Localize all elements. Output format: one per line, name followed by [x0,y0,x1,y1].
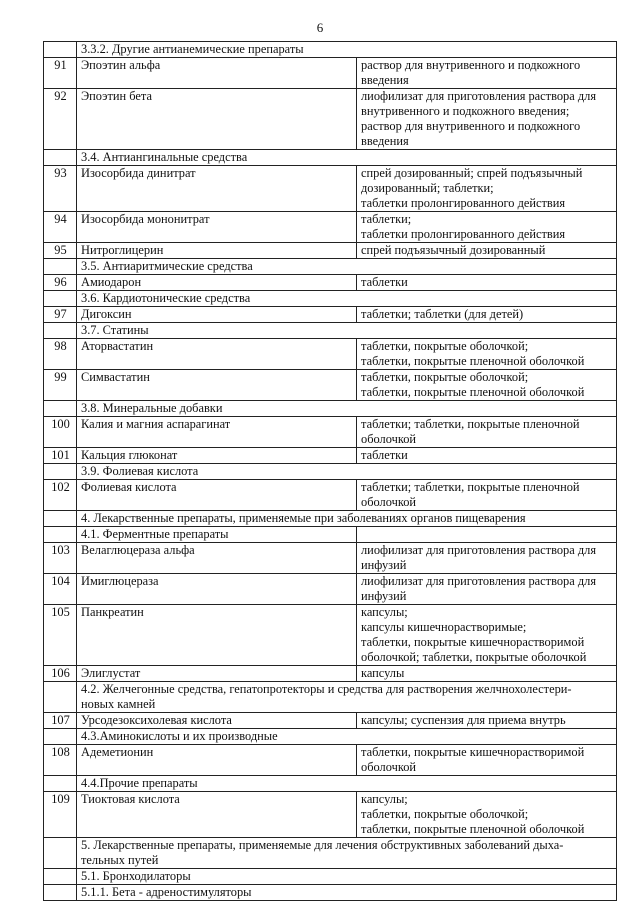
section-heading: 5.1. Бронходилаторы [77,869,617,885]
drug-name: Амиодарон [77,275,357,291]
dosage-form: таблетки, покрытые оболочкой; таблетки, покрытые пленочной оболочкой [357,339,617,370]
row-number: 106 [44,666,77,682]
row-number-empty [44,464,77,480]
table-row [44,480,617,511]
section-heading: 4.4.Прочие препараты [77,776,617,792]
table-row [44,745,617,776]
table-row [44,574,617,605]
row-number: 93 [44,166,77,212]
dosage-form: таблетки; таблетки пролонгированного действия [357,212,617,243]
drug-name: Изосорбида динитрат [77,166,357,212]
dosage-form: таблетки; таблетки, покрытые пленочной оболочкой [357,480,617,511]
row-number: 100 [44,417,77,448]
drug-name: Элиглустат [77,666,357,682]
section-row [44,42,617,58]
row-number-empty [44,838,77,869]
section-heading: 4.3.Аминокислоты и их производные [77,729,617,745]
row-number: 95 [44,243,77,259]
drug-name: Кальция глюконат [77,448,357,464]
dosage-form: капсулы [357,666,617,682]
table-row [44,605,617,666]
table-row [44,243,617,259]
dosage-form: таблетки [357,275,617,291]
table-row [44,339,617,370]
table-row [44,417,617,448]
section-heading: 5.1.1. Бета - адреностимуляторы [77,885,617,901]
drug-name: Эпоэтин бета [77,89,357,150]
section-row [44,150,617,166]
section-row [44,259,617,275]
section-heading: 3.7. Статины [77,323,617,339]
row-number: 104 [44,574,77,605]
row-number: 94 [44,212,77,243]
dosage-form: спрей дозированный; спрей подъязычный дозированный; таблетки; таблетки пролонгированного действия [357,166,617,212]
dosage-form: капсулы; капсулы кишечнорастворимые; таблетки, покрытые кишечнорастворимой оболочкой; таблетки, покрытые оболочкой [357,605,617,666]
dosage-form: таблетки; таблетки, покрытые пленочной оболочкой [357,417,617,448]
section-heading: 3.3.2. Другие антианемические препараты [77,42,617,58]
section-row [44,511,617,527]
drug-name: Нитроглицерин [77,243,357,259]
row-number-empty [44,259,77,275]
dosage-form: капсулы; суспензия для приема внутрь [357,713,617,729]
section-row [44,401,617,417]
row-number-empty [44,885,77,901]
section-heading: 3.6. Кардиотонические средства [77,291,617,307]
row-number: 99 [44,370,77,401]
dosage-form: таблетки; таблетки (для детей) [357,307,617,323]
table-row [44,89,617,150]
row-number: 91 [44,58,77,89]
section-row [44,885,617,901]
dosage-form: лиофилизат для приготовления раствора для внутривенного и подкожного введения; раствор для внутривенного и подкожного введения [357,89,617,150]
table-row [44,448,617,464]
drug-name: Симвастатин [77,370,357,401]
drug-name: Аторвастатин [77,339,357,370]
drug-name: Фолиевая кислота [77,480,357,511]
table-row [44,713,617,729]
drug-name: Дигоксин [77,307,357,323]
section-heading: 4.2. Желчегонные средства, гепатопротекторы и средства для растворения желчнохолестери- новых камней [77,682,617,713]
row-number-empty [44,729,77,745]
drug-name: Панкреатин [77,605,357,666]
dosage-form: таблетки, покрытые кишечнорастворимой оболочкой [357,745,617,776]
table-row [44,666,617,682]
section-heading: 3.8. Минеральные добавки [77,401,617,417]
drug-name: Велаглюцераза альфа [77,543,357,574]
row-number: 107 [44,713,77,729]
section-heading: 4. Лекарственные препараты, применяемые при заболеваниях органов пищеварения [77,511,617,527]
row-number-empty [44,291,77,307]
row-number-empty [44,682,77,713]
row-number-empty [44,323,77,339]
section-heading: 3.5. Антиаритмические средства [77,259,617,275]
section-row [44,682,617,713]
row-number: 101 [44,448,77,464]
dosage-form: капсулы; таблетки, покрытые оболочкой; таблетки, покрытые пленочной оболочкой [357,792,617,838]
section-row [44,464,617,480]
row-number-empty [44,401,77,417]
section-row [44,869,617,885]
row-number-empty [44,527,77,543]
drug-name: Изосорбида мононитрат [77,212,357,243]
row-number: 102 [44,480,77,511]
dosage-form: таблетки, покрытые оболочкой; таблетки, покрытые пленочной оболочкой [357,370,617,401]
drug-name: Тиоктовая кислота [77,792,357,838]
table-row [44,543,617,574]
row-number: 108 [44,745,77,776]
table-row [44,792,617,838]
dosage-form: таблетки [357,448,617,464]
drug-name: Имиглюцераза [77,574,357,605]
section-row [44,527,617,543]
dosage-form: лиофилизат для приготовления раствора для инфузий [357,574,617,605]
section-heading: 3.9. Фолиевая кислота [77,464,617,480]
dosage-form: спрей подъязычный дозированный [357,243,617,259]
row-number-empty [44,776,77,792]
row-number: 98 [44,339,77,370]
row-number-empty [44,511,77,527]
page-number: 6 [316,20,324,35]
dosage-form: раствор для внутривенного и подкожного введения [357,58,617,89]
section-row [44,729,617,745]
table-row [44,370,617,401]
table-row [44,166,617,212]
section-heading: 3.4. Антиангинальные средства [77,150,617,166]
drug-table [43,41,617,901]
row-number: 92 [44,89,77,150]
row-number: 96 [44,275,77,291]
row-number-empty [44,42,77,58]
section-row [44,291,617,307]
section-heading: 5. Лекарственные препараты, применяемые для лечения обструктивных заболеваний дыха- тельных путей [77,838,617,869]
row-number: 105 [44,605,77,666]
row-number: 97 [44,307,77,323]
drug-name: Адеметионин [77,745,357,776]
table-row [44,307,617,323]
section-row [44,838,617,869]
row-number-empty [44,150,77,166]
table-row [44,275,617,291]
section-heading: 4.1. Ферментные препараты [77,527,357,543]
drug-name: Эпоэтин альфа [77,58,357,89]
row-number: 109 [44,792,77,838]
drug-name: Урсодезоксихолевая кислота [77,713,357,729]
row-number: 103 [44,543,77,574]
section-row [44,323,617,339]
row-number-empty [44,869,77,885]
dosage-form: лиофилизат для приготовления раствора для инфузий [357,543,617,574]
table-row [44,58,617,89]
table-row [44,212,617,243]
dosage-form-empty [357,527,617,543]
drug-name: Калия и магния аспарагинат [77,417,357,448]
section-row [44,776,617,792]
drug-table-body [44,42,617,901]
